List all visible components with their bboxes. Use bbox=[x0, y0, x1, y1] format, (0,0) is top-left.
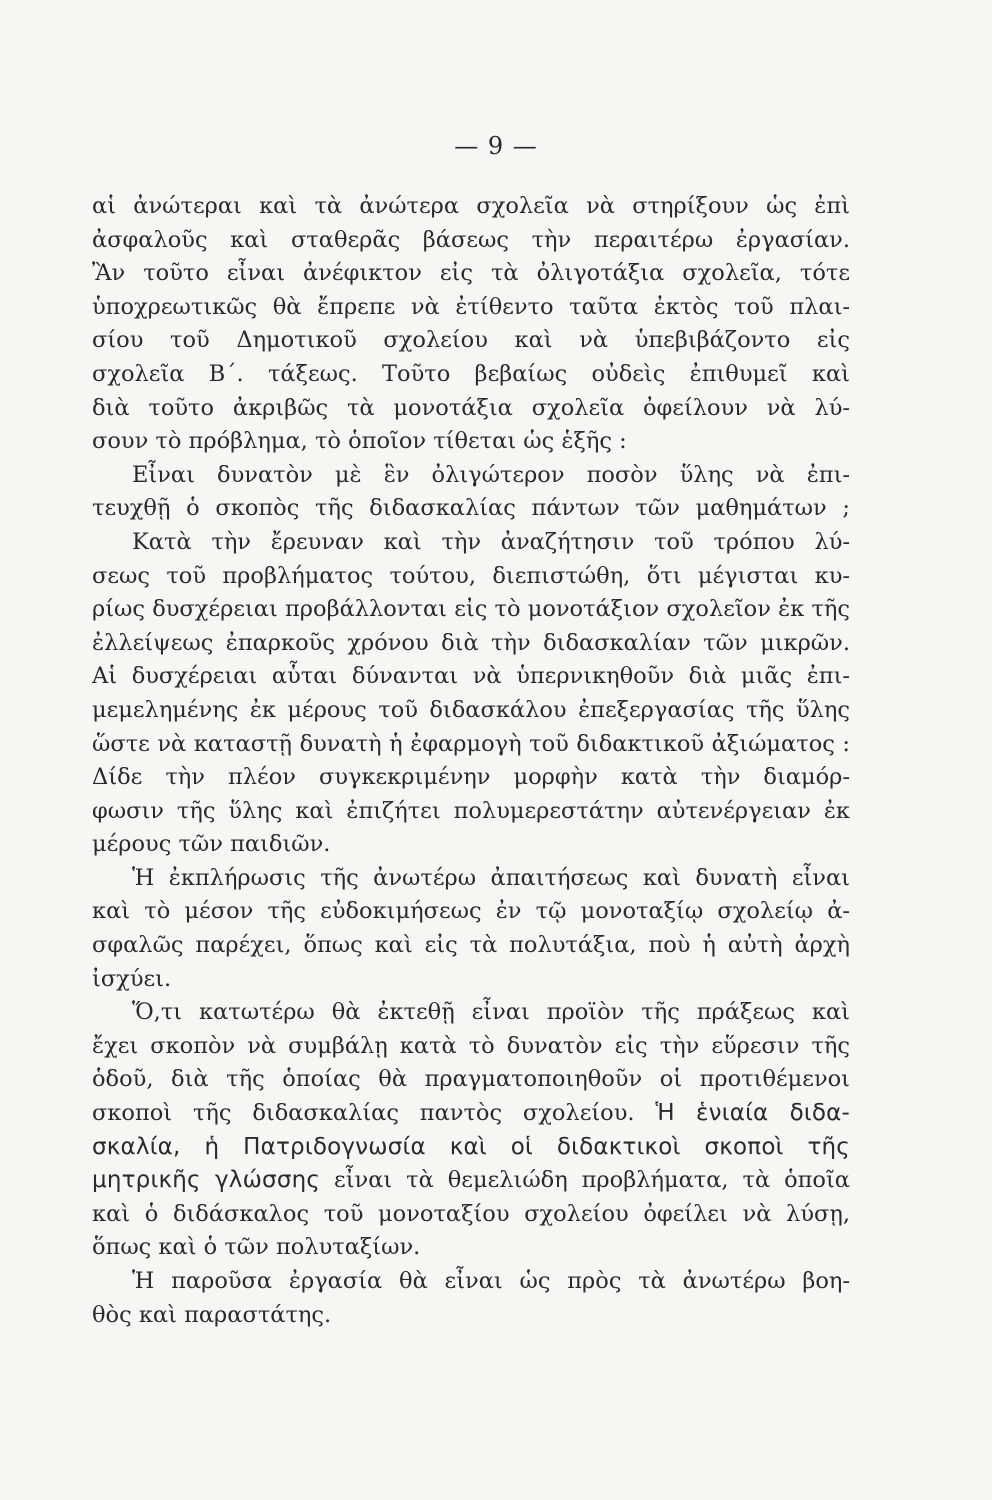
text-line: ἐλλείψεως ἐπαρκοῦς χρόνου διὰ τὴν διδασκαλίαν τῶν μικρῶν. bbox=[92, 629, 850, 656]
text-line-mixed bbox=[92, 1097, 850, 1131]
text-line: ἰσχύει. bbox=[92, 965, 172, 992]
text-line: καὶ ὁ διδάσκαλος τοῦ μονοταξίου σχολείου ὀφείλει νὰ λύσῃ, bbox=[92, 1200, 850, 1227]
text-line: σχολεῖα Β΄. τάξεως. Τοῦτο βεβαίως οὐδεὶς ἐπιθυμεῖ καὶ bbox=[92, 360, 850, 387]
text-line: Ἡ παροῦσα ἐργασία θὰ εἶναι ὡς πρὸς τὰ ἀνωτέρω βοη- bbox=[132, 1268, 850, 1294]
text-line: σεως τοῦ προβλήματος τούτου, διεπιστώθη, ὅτι μέγισται κυ- bbox=[92, 562, 850, 589]
text-line: Εἶναι δυνατὸν μὲ ἓν ὀλιγώτερον ποσὸν ὕλης νὰ ἐπι- bbox=[132, 461, 850, 488]
text-line: φωσιν τῆς ὕλης καὶ ἐπιζήτει πολυμερεστάτην αὐτενέργειαν ἐκ bbox=[92, 797, 850, 824]
text-line: ὅπως καὶ ὁ τῶν πολυταξίων. bbox=[92, 1234, 421, 1261]
page-number: — 9 — bbox=[454, 132, 538, 160]
body-text bbox=[92, 190, 850, 1332]
text-span: σκοποὶ τῆς διδασκαλίας παντὸς σχολείου. bbox=[92, 1100, 635, 1127]
text-line: ὁδοῦ, διὰ τῆς ὁποίας θὰ πραγματοποιηθοῦν οἱ προτιθέμενοι bbox=[92, 1066, 850, 1093]
text-line: ἀσφαλοῦς καὶ σταθερᾶς βάσεως τὴν περαιτέρω ἐργασίαν. bbox=[92, 226, 850, 253]
text-line: Αἱ δυσχέρειαι αὗται δύνανται νὰ ὑπερνικηθοῦν διὰ μιᾶς ἐπι- bbox=[92, 663, 850, 690]
emphasized-text: μητρικῆς γλώσσης bbox=[92, 1167, 321, 1194]
text-line: Ἡ ἐκπλήρωσις τῆς ἀνωτέρω ἀπαιτήσεως καὶ δυνατὴ εἶναι bbox=[132, 864, 850, 891]
text-line: Ὅ,τι κατωτέρω θὰ ἐκτεθῇ εἶναι προϊὸν τῆς πράξεως καὶ bbox=[132, 999, 850, 1026]
text-line: καὶ τὸ μέσον τῆς εὐδοκιμήσεως ἐν τῷ μονοταξίῳ σχολείῳ ἀ- bbox=[92, 898, 850, 925]
emphasized-text: Ἡ ἑνιαία διδα- bbox=[655, 1100, 851, 1127]
text-line: ὑποχρεωτικῶς θὰ ἔπρεπε νὰ ἐτίθεντο ταῦτα ἐκτὸς τοῦ πλαι- bbox=[92, 293, 850, 320]
text-line: σουν τὸ πρόβλημα, τὸ ὁποῖον τίθεται ὡς ἑξῆς : bbox=[92, 428, 627, 455]
text-line: σίου τοῦ Δημοτικοῦ σχολείου καὶ νὰ ὑπεβιβάζοντο εἰς bbox=[92, 327, 850, 354]
text-line: μέρους τῶν παιδιῶν. bbox=[92, 831, 331, 858]
text-line: ρίως δυσχέρειαι προβάλλονται εἰς τὸ μονοτάξιον σχολεῖον ἐκ τῆς bbox=[92, 596, 850, 623]
text-line-mixed bbox=[92, 1164, 850, 1198]
text-line: Ἂν τοῦτο εἶναι ἀνέφικτον εἰς τὰ ὀλιγοτάξια σχολεῖα, τότε bbox=[92, 260, 850, 287]
text-line: αἱ ἀνώτεραι καὶ τὰ ἀνώτερα σχολεῖα νὰ στηρίξουν ὡς ἐπὶ bbox=[92, 193, 850, 219]
text-span: εἶναι τὰ θεμελιώδη προβλήματα, τὰ ὁποῖα bbox=[334, 1167, 850, 1194]
text-line: διὰ τοῦτο ἀκριβῶς τὰ μονοτάξια σχολεῖα ὀφείλουν νὰ λύ- bbox=[92, 394, 850, 421]
text-line: θὸς καὶ παραστάτης. bbox=[92, 1301, 332, 1328]
text-line: μεμελημένης ἐκ μέρους τοῦ διδασκάλου ἐπεξεργασίας τῆς ὕλης bbox=[92, 696, 850, 723]
text-line: ὥστε νὰ καταστῇ δυνατὴ ἡ ἐφαρμογὴ τοῦ διδακτικοῦ ἀξιώματος : bbox=[92, 730, 850, 757]
emphasized-text: σκαλία, ἡ Πατριδογνωσία καὶ οἱ διδακτικοὶ σκοποὶ τῆς bbox=[92, 1133, 850, 1160]
text-line: Κατὰ τὴν ἔρευναν καὶ τὴν ἀναζήτησιν τοῦ τρόπου λύ- bbox=[132, 528, 850, 555]
text-line: σφαλῶς παρέχει, ὅπως καὶ εἰς τὰ πολυτάξια, ποὺ ἡ αὐτὴ ἀρχὴ bbox=[92, 932, 850, 959]
text-line: ἔχει σκοπὸν νὰ συμβάλῃ κατὰ τὸ δυνατὸν εἰς τὴν εὕρεσιν τῆς bbox=[92, 1032, 850, 1059]
text-line: τευχθῇ ὁ σκοπὸς τῆς διδασκαλίας πάντων τῶν μαθημάτων ; bbox=[92, 495, 850, 522]
text-line: Δίδε τὴν πλέον συγκεκριμένην μορφὴν κατὰ τὴν διαμόρ- bbox=[92, 764, 850, 791]
